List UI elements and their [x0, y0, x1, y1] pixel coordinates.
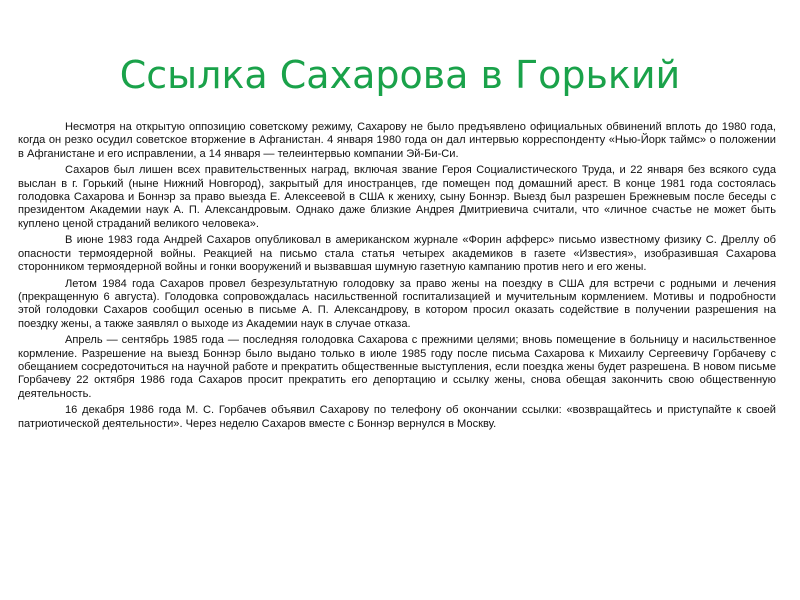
paragraph-2: Сахаров был лишен всех правительственных наград, включая звание Героя Социалистического Труда, и 22 января без всякого суда выслан в г. Горький (ныне Нижний Новгород), закрытый для иностранцев, где помещен под домашний арест. В конце 1981 года состоялась голодовка Сахарова и Боннэр за право выезда Е. Алексеевой в США к жениху, сыну Боннэр. Выезд был разрешен Брежневым после беседы с президентом Академии наук А. П. Александровым. Однако даже близкие Андрея Дмитриевича считали, что «личное счастье не может быть куплено ценой страданий великого человека». — [18, 164, 776, 230]
slide-body — [18, 121, 776, 435]
slide-title: Ссылка Сахарова в Горький — [119, 53, 681, 97]
paragraph-1: Несмотря на открытую оппозицию советскому режиму, Сахарову не было предъявлено официальных обвинений вплоть до 1980 года, когда он резко осудил советское вторжение в Афганистан. 4 января 1980 года он дал интервью корреспонденту «Нью-Йорк таймс» о положении в Афганистане и его исправлении, а 14 января — телеинтервью компании Эй-Би-Си. — [18, 121, 776, 160]
paragraph-5: Апрель — сентябрь 1985 года — последняя голодовка Сахарова с прежними целями; вновь помещение в больницу и насильственное кормление. Разрешение на выезд Боннэр было выдано только в июле 1985 году после письма Сахарова к Михаилу Сергеевичу Горбачеву с обещанием сосредоточиться на научной работе и прекратить общественные выступления, если поездка жены будет разрешена. В новом письме Горбачеву 22 октября 1986 года Сахаров просит прекратить его депортацию и ссылку жены, снова обещая закончить свою общественную деятельность. — [18, 334, 776, 400]
paragraph-3: В июне 1983 года Андрей Сахаров опубликовал в американском журнале «Форин афферс» письмо известному физику С. Дреллу об опасности термоядерной войны. Реакцией на письмо стала статья четырех академиков в газете «Известия», изобразившая Сахарова сторонником термоядерной войны и гонки вооружений и вызвавшая шумную газетную кампанию против него и его жены. — [18, 234, 776, 273]
paragraph-6: 16 декабря 1986 года М. С. Горбачев объявил Сахарову по телефону об окончании ссылки: «возвращайтесь и приступайте к своей патриотической деятельности». Через неделю Сахаров вместе с Боннэр вернулся в Москву. — [18, 404, 776, 430]
paragraph-4: Летом 1984 года Сахаров провел безрезультатную голодовку за право жены на поездку в США для встречи с родными и лечения (прекращенную 6 августа). Голодовка сопровождалась насильственной госпитализацией и мучительным кормлением. Мотивы и подробности этой голодовки Сахаров сообщил осенью в письме А. П. Александрову, в котором просил оказать содействие в получении разрешения на поездку жены, а также заявлял о выходе из Академии наук в случае отказа. — [18, 277, 776, 330]
